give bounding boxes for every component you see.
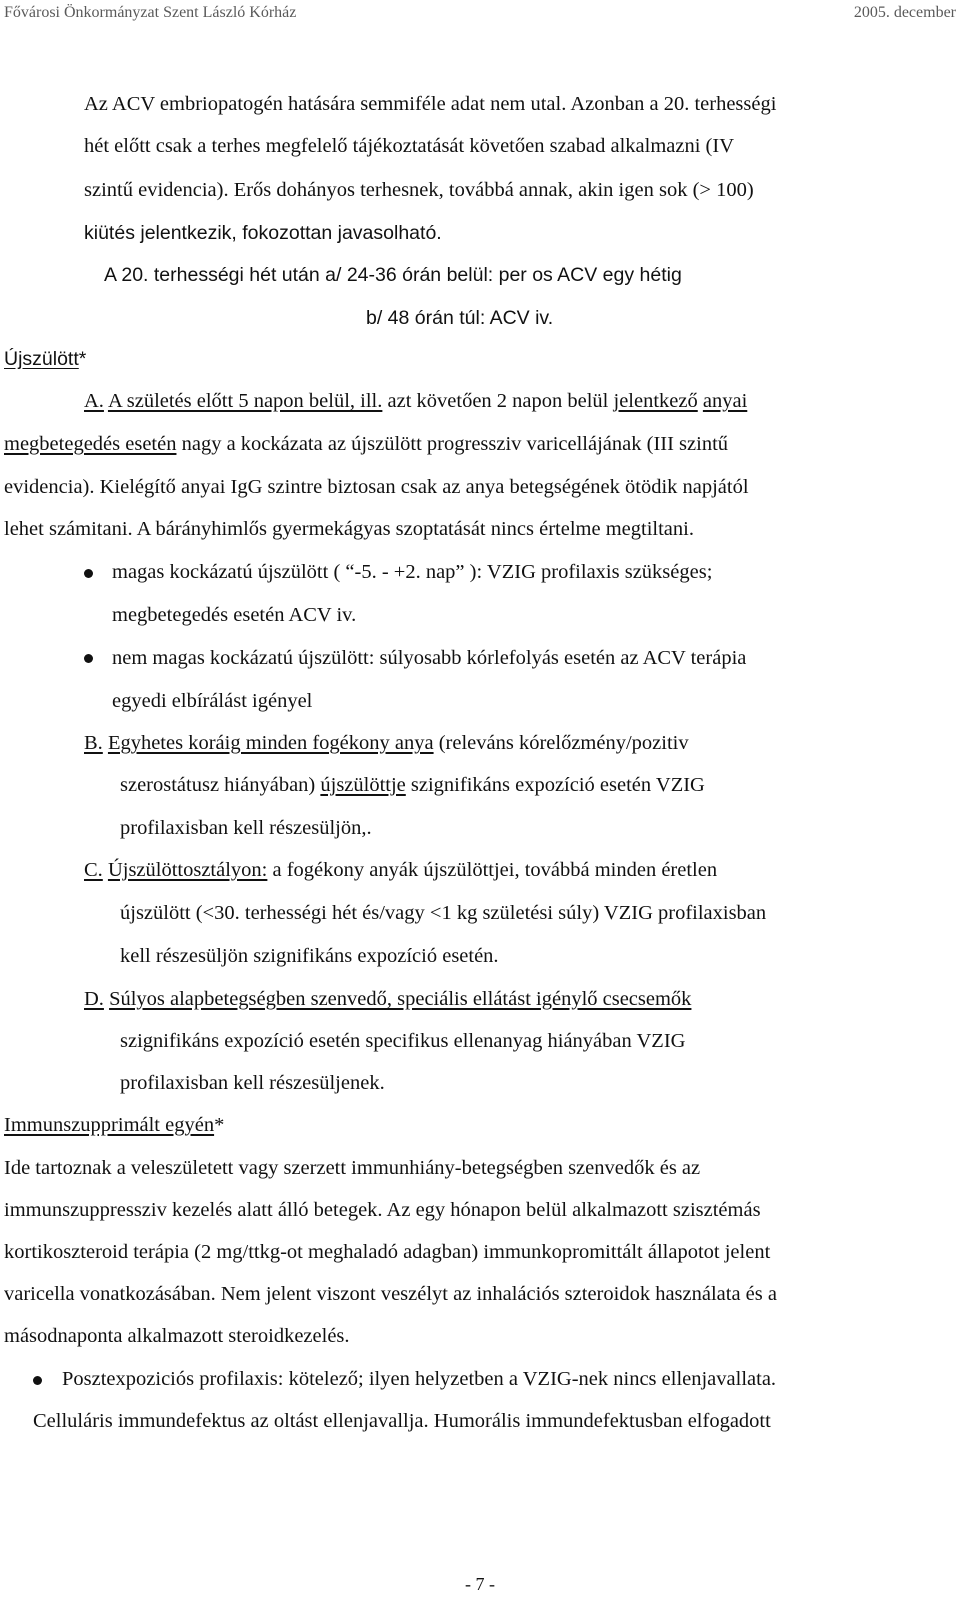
header-date: 2005. december — [853, 4, 956, 21]
page-header — [4, 4, 956, 26]
item-d-underlined: Súlyos alapbetegségben szenvedő, speciális ellátást igénylő csecsemők — [109, 988, 692, 1010]
heading-asterisk: * — [214, 1114, 225, 1136]
paragraph-line: szignifikáns expozíció esetén specifikus ellenanyag hiányában VZIG — [120, 1030, 686, 1052]
paragraph-line: varicella vonatkozásában. Nem jelent viszont veszélyt az inhalációs szteroidok használata és a — [4, 1283, 777, 1305]
item-a-underlined-3: anyai — [702, 390, 748, 412]
bullet-line: egyedi elbírálást igényel — [112, 690, 313, 712]
paragraph-line: Az ACV embriopatogén hatására semmiféle adat nem utal. Azonban a 20. terhességi — [84, 93, 777, 115]
bullet-line: nem magas kockázatú újszülött: súlyosabb kórlefolyás esetén az ACV terápia — [112, 647, 747, 669]
paragraph-line: kiütés jelentkezik, fokozottan javasolható. — [84, 222, 442, 244]
newborn-item-b-line2 — [120, 772, 705, 798]
paragraph-line: Celluláris immundefektus az oltást ellenjavallja. Humorális immundefektusban elfogadott — [33, 1410, 771, 1432]
item-b-underlined: Egyhetes koráig minden fogékony anya — [107, 732, 434, 754]
item-c-rest: a fogékony anyák újszülöttjei, továbbá minden éretlen — [267, 859, 718, 881]
item-letter: A. — [84, 390, 104, 412]
bullet-line: Posztexpoziciós profilaxis: kötelező; ilyen helyzetben a VZIG-nek nincs ellenjavallata. — [62, 1368, 777, 1390]
paragraph-line: A 20. terhességi hét után a/ 24-36 órán belül: per os ACV egy hétig — [104, 264, 682, 286]
item-b-l2-pre: szerostátusz hiányában) — [120, 774, 321, 796]
section-heading-newborn — [4, 346, 86, 372]
newborn-heading-text: Újszülött — [4, 348, 79, 370]
paragraph-line: másodnaponta alkalmazott steroidkezelés. — [4, 1325, 350, 1347]
paragraph-line: kell részesüljön szignifikáns expozíció esetén. — [120, 945, 499, 967]
newborn-item-a — [84, 388, 747, 414]
paragraph-line: profilaxisban kell részesüljön,. — [120, 817, 372, 839]
bullet-line: magas kockázatú újszülött ( “-5. - +2. nap” ): VZIG profilaxis szükséges; — [112, 561, 713, 583]
bullet-line: megbetegedés esetén ACV iv. — [112, 604, 357, 626]
paragraph-line: profilaxisban kell részesüljenek. — [120, 1072, 385, 1094]
item-c-underlined: Újszülöttosztályon: — [107, 859, 268, 881]
item-b-l2-underlined: újszülöttje — [320, 774, 406, 796]
bullet-icon — [33, 1376, 42, 1385]
paragraph-line: evidencia). Kielégítő anyai IgG szintre biztosan csak az anya betegségének ötödik napjától — [4, 476, 749, 498]
paragraph-line: újszülött (<30. terhességi hét és/vagy <1 kg születési súly) VZIG profilaxisban — [120, 902, 767, 924]
heading-asterisk: * — [78, 348, 87, 370]
paragraph-line: hét előtt csak a terhes megfelelő tájékoztatását követően szabad alkalmazni (IV — [84, 135, 735, 157]
bullet-icon — [84, 654, 93, 663]
newborn-item-a-line2 — [4, 431, 728, 457]
newborn-item-d — [84, 986, 691, 1012]
newborn-item-b — [84, 730, 689, 756]
item-letter: C. — [84, 859, 103, 881]
header-institution: Fővárosi Önkormányzat Szent László Kórház — [4, 4, 297, 21]
item-a-l2-underlined: megbetegedés esetén — [4, 433, 177, 455]
paragraph-line: immunszuppressziv kezelés alatt álló betegek. Az egy hónapon belül alkalmazott szisztémás — [4, 1199, 761, 1221]
item-a-underlined: A születés előtt 5 napon belül, ill. — [107, 390, 383, 412]
paragraph-line: szintű evidencia). Erős dohányos terhesnek, továbbá annak, akin igen sok (> 100) — [84, 179, 754, 201]
item-letter: B. — [84, 732, 103, 754]
paragraph-line: Ide tartoznak a veleszületett vagy szerzett immunhiány-betegségben szenvedők és az — [4, 1157, 701, 1179]
item-b-l2-rest: szignifikáns expozíció esetén VZIG — [405, 774, 705, 796]
section-heading-immuno — [4, 1112, 224, 1138]
item-letter: D. — [84, 988, 104, 1010]
paragraph-line: lehet számitani. A bárányhimlős gyermekágyas szoptatását nincs értelme megtiltani. — [4, 518, 694, 540]
page-number: - 7 - — [465, 1574, 495, 1594]
paragraph-line: kortikoszteroid terápia (2 mg/ttkg-ot meghaladó adagban) immunkopromittált állapotot jelent — [4, 1241, 771, 1263]
item-a-underlined-2: jelentkező — [613, 390, 698, 412]
item-a-mid: azt követően 2 napon belül — [382, 390, 614, 412]
item-a-l2-rest: nagy a kockázata az újszülött progressziv varicellájának (III szintű — [176, 433, 729, 455]
immuno-heading-text: Immunszupprimált egyén — [4, 1114, 215, 1136]
paragraph-line: b/ 48 órán túl: ACV iv. — [366, 307, 554, 329]
item-b-rest: (releváns kórelőzmény/pozitiv — [433, 732, 689, 754]
newborn-item-c — [84, 857, 717, 883]
bullet-icon — [84, 569, 93, 578]
